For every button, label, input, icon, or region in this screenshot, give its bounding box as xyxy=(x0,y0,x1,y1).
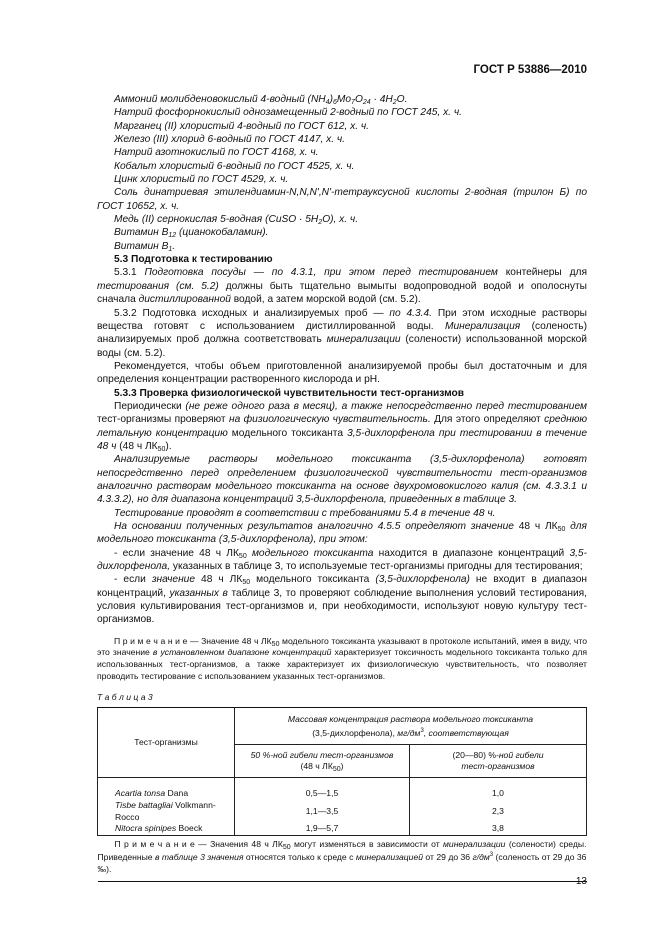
paragraph-5-3-2 xyxy=(97,307,587,360)
text-run: г/дм xyxy=(472,852,490,863)
text-run: · 4H xyxy=(370,94,393,105)
text-run: 50 xyxy=(271,640,280,648)
text-run: (не реже одного раза в месяц), а также непосредственно перед тестированием xyxy=(185,400,587,412)
header-test-organisms: Тест-организмы xyxy=(98,708,235,778)
reagent-item xyxy=(97,226,587,239)
text-run: для модельного токсиканта (3,5-дихлорфенола), при этом: xyxy=(97,521,587,546)
text-run: Tisbe battagliai xyxy=(115,800,173,811)
text-run: относятся только к среде с xyxy=(243,852,356,863)
text-run: При этом исходные растворы вещества готовят с использованием дистиллированной воды. xyxy=(97,307,587,332)
text-run: Аммоний молибденовокислый 4-водный (NH xyxy=(114,94,326,105)
text-run: 1 xyxy=(168,245,173,253)
text-run: 50 xyxy=(332,766,341,774)
text-run: характеризует токсичность модельного токсиканта только для использованных тест-организмов, а также характеризует их физиологическую чувствительность, что позволяет проводить тестирование с использованием указанных тест-организмов. xyxy=(97,647,588,681)
text-run: (соленость) анализируемых проб должна соответствовать xyxy=(97,320,587,346)
page-number: 13 xyxy=(575,876,587,887)
section-heading-5-3: 5.3 Подготовка к тестированию xyxy=(114,254,273,266)
text-run: Volkmann-Rocco xyxy=(115,800,216,822)
text-run: 3,5-дихлорфенола, xyxy=(97,547,587,573)
text-run: тестирования (см. 5.2) xyxy=(97,280,219,292)
table-note-cell xyxy=(98,835,587,882)
text-run: мг/дм xyxy=(397,727,421,738)
text-run: Acartia tonsa xyxy=(115,788,166,799)
text-run: в таблице 3 значения xyxy=(154,852,244,863)
text-run: Для этого определяют xyxy=(430,414,545,426)
text-run: среднюю летальную концентрацию xyxy=(97,414,588,439)
text-run: (цианокобаламин). xyxy=(176,227,269,239)
paragraph-recommendation xyxy=(97,360,587,387)
text-run: - если значение 48 ч ЛК xyxy=(114,547,239,559)
text-run: 50 xyxy=(238,552,247,560)
text-run: модельного токсиканта xyxy=(227,427,348,439)
text-run: указанных в таблице 3, то используемые тест-организмы пригодны для тестирования; xyxy=(170,561,583,573)
text-run: П р и м е ч а н и е — Значения 48 ч ЛК xyxy=(114,838,283,849)
text-run: (солености) среды. Приведенные xyxy=(97,838,587,863)
text-run: Витамин B xyxy=(114,240,169,252)
text-run: 12 xyxy=(168,232,177,240)
text-run: минерализации xyxy=(326,334,401,346)
text-run: O xyxy=(354,94,363,105)
text-run: O. xyxy=(396,94,408,105)
text-run: 3,5-дихлорфенола при тестировании в течение 48 ч xyxy=(97,427,587,452)
paragraph-5-3-1 xyxy=(97,266,587,306)
reagent-item xyxy=(97,106,587,119)
reagent-item xyxy=(97,120,587,133)
text-run: минерализацией xyxy=(355,852,424,863)
text-run: (соленость от 29 до 36 ‰). xyxy=(97,852,587,874)
text-run: 2 xyxy=(318,219,323,227)
list-condition xyxy=(97,547,587,574)
text-run: Железо (III) хлорид 6-водный по ГОСТ 4147, х. ч. xyxy=(114,134,346,146)
text-run: Цинк хлористый по ГОСТ 4529, х. ч. xyxy=(114,174,289,186)
text-run: Кобальт хлористый 6-водный по ГОСТ 4525, х. ч. xyxy=(114,160,355,172)
text-run: 2 xyxy=(392,99,397,106)
text-run: Рекомендуется, чтобы объем приготовленной анализируемой пробы был достаточным и для определения концентрации растворенного кислорода и pH. xyxy=(97,360,587,386)
text-run: водой, а затем морской водой (см. 5.2). xyxy=(230,294,421,306)
text-run: Натрий азотнокислый по ГОСТ 4168, х. ч. xyxy=(114,147,319,159)
text-run: -ной гибели xyxy=(495,749,544,760)
text-run: - если xyxy=(114,574,152,586)
text-run: Dana xyxy=(165,788,189,799)
text-run: 50 xyxy=(157,445,166,453)
text-run: 48 ч ЛК xyxy=(195,574,243,586)
text-run: Периодически xyxy=(114,400,186,412)
organism-cell xyxy=(98,823,235,835)
text-run: должны быть тщательно вымыты водопроводной водой и ополоснуты сначала xyxy=(97,280,588,306)
text-run: модельного токсиканта xyxy=(246,547,374,559)
organism-cell xyxy=(98,778,235,800)
text-run: контейнеры для xyxy=(497,267,587,279)
table-note xyxy=(98,839,587,876)
text-run: 50 xyxy=(557,526,566,533)
text-run: , соответствующая xyxy=(423,727,509,738)
text-run: O), х. ч. xyxy=(322,214,359,226)
text-run: Mo xyxy=(336,94,352,105)
text-run: . xyxy=(172,240,176,252)
text-run: 24 xyxy=(362,99,371,106)
list-condition xyxy=(97,573,587,626)
text-run: таблице 3, то проверяют соблюдение выполнения условий тестирования, условия культивирования тест-организмов и, при необходимости, используют новую культуру тест-организмов. xyxy=(97,587,587,626)
table-3 xyxy=(97,707,587,882)
text-run: П р и м е ч а н и е — Значение 48 ч ЛК xyxy=(114,635,272,646)
text-run: Массовая концентрация раствора модельного токсиканта xyxy=(287,713,534,724)
reagent-item xyxy=(97,146,587,159)
paragraph xyxy=(97,453,587,506)
text-run: Минерализация xyxy=(444,320,521,332)
text-run: 50 xyxy=(282,843,291,851)
text-run: 7 xyxy=(351,99,355,106)
text-run: Витамин B xyxy=(114,227,169,239)
text-run: 4 xyxy=(325,99,330,106)
text-run: Подготовка посуды — по 4.3.1, при этом перед тестированием xyxy=(144,267,498,279)
text-run: ) xyxy=(340,761,344,772)
text-run: 3 xyxy=(489,852,494,859)
reagent-item xyxy=(97,186,587,213)
header-mass-concentration xyxy=(235,708,587,745)
paragraph xyxy=(97,400,587,453)
text-run: не входит в диапазон концентраций, xyxy=(97,574,587,599)
document-header: ГОСТ Р 53886—2010 xyxy=(473,64,587,76)
text-run: значение xyxy=(151,574,196,586)
text-run: 50 %-ной гибели тест-организмов xyxy=(250,749,394,760)
text-run: от 29 до 36 xyxy=(423,852,473,863)
table-caption: Т а б л и ц а 3 xyxy=(97,692,153,703)
text-run: ) xyxy=(329,94,333,105)
text-run: указанных в xyxy=(169,587,228,599)
text-run: модельного токсиканта xyxy=(250,574,376,586)
text-run: Nitocra spinipes xyxy=(115,823,177,834)
text-run: модельного токсиканта указывают в протоколе испытаний, имея в виду, что это значение xyxy=(97,635,587,658)
text-run: тест-организмы проверяют xyxy=(97,414,229,426)
paragraph xyxy=(97,507,587,520)
text-run: Анализируемые растворы модельного токсиканта (3,5-дихлорфенола) готовят непосредственно перед определением физиологической чувствительности тест-организмов аналогично растворам модельного токсиканта на основе двухромовокислого калия (см. 4.3.3.1 и 4.3.3.2), но для диапазона концентраций 3,5-дихлорфенола, приведенных в таблице 3. xyxy=(97,454,587,506)
text-run: (48 ч ЛК xyxy=(300,761,333,772)
text-run: (3,5-дихлорфенола) xyxy=(375,574,470,586)
text-run: минерализации xyxy=(443,838,506,849)
text-run: 3 xyxy=(420,727,424,734)
text-run: могут изменяться в зависимости от xyxy=(290,838,444,849)
reagent-item xyxy=(97,213,587,226)
reagent-item xyxy=(97,93,587,106)
text-run: тест-организмов xyxy=(461,761,535,772)
reagent-item xyxy=(97,133,587,146)
range-cell: 3,8 xyxy=(410,823,587,835)
page-body xyxy=(97,93,587,882)
text-run: дистиллированной xyxy=(138,294,231,306)
text-run: (солености) использованной морской воды (см. 5.2). xyxy=(97,334,587,359)
reagent-item xyxy=(97,240,587,253)
text-run: 6 xyxy=(332,99,337,106)
text-run: (48 ч ЛК xyxy=(116,440,158,452)
range-cell: 2,3 xyxy=(410,800,587,823)
header-lc50 xyxy=(235,745,410,778)
text-run: (20—80) % xyxy=(452,749,496,760)
paragraph xyxy=(97,520,587,547)
text-run: Натрий фосфорнокислый однозамещенный 2-водный по ГОСТ 245, х. ч. xyxy=(114,107,462,119)
reagent-item xyxy=(97,160,587,173)
text-run: Boeck xyxy=(176,823,203,834)
text-run: ). xyxy=(165,440,172,452)
text-run: 5.3.1 xyxy=(114,267,145,279)
text-run: по 4.3.4. xyxy=(389,307,432,319)
reagent-item xyxy=(97,173,587,186)
text-run: (3,5-дихлорфенола), xyxy=(312,727,398,738)
text-run: в установленном диапазоне концентраций xyxy=(152,647,332,658)
reagent-list xyxy=(97,93,587,253)
lc50-cell: 0,5—1,5 xyxy=(235,778,410,800)
organism-cell xyxy=(98,800,235,823)
range-cell: 1,0 xyxy=(410,778,587,800)
header-20-80 xyxy=(410,745,587,778)
text-run: 50 xyxy=(242,579,251,587)
text-run: находится в диапазоне концентраций xyxy=(373,547,570,559)
note xyxy=(97,636,587,682)
text-run: Медь (II) сернокислая 5-водная (CuSO · 5H xyxy=(114,214,319,226)
text-run: На основании полученных результатов аналогично 4.5.5 определяют значение xyxy=(114,521,514,532)
text-run: 48 ч ЛК xyxy=(513,521,558,532)
section-heading-5-3-3: 5.3.3 Проверка физиологической чувствительности тест-организмов xyxy=(114,387,464,399)
text-run: Соль динатриевая этилендиамин-N,N,N',N'-тетрауксусной кислоты 2-водная (трилон Б) по ГОСТ 10652, х. ч. xyxy=(97,187,587,212)
text-run: на физиологическую чувствительность. xyxy=(228,414,431,426)
text-run: Тестирование проводят в соответствии с требованиями 5.4 в течение 48 ч. xyxy=(114,507,496,519)
text-run: Марганец (II) хлористый 4-водный по ГОСТ 612, х. ч. xyxy=(114,120,369,132)
lc50-cell: 1,9—5,7 xyxy=(235,823,410,835)
lc50-cell: 1,1—3,5 xyxy=(235,800,410,823)
text-run: 5.3.2 Подготовка исходных и анализируемых проб — xyxy=(114,307,390,319)
